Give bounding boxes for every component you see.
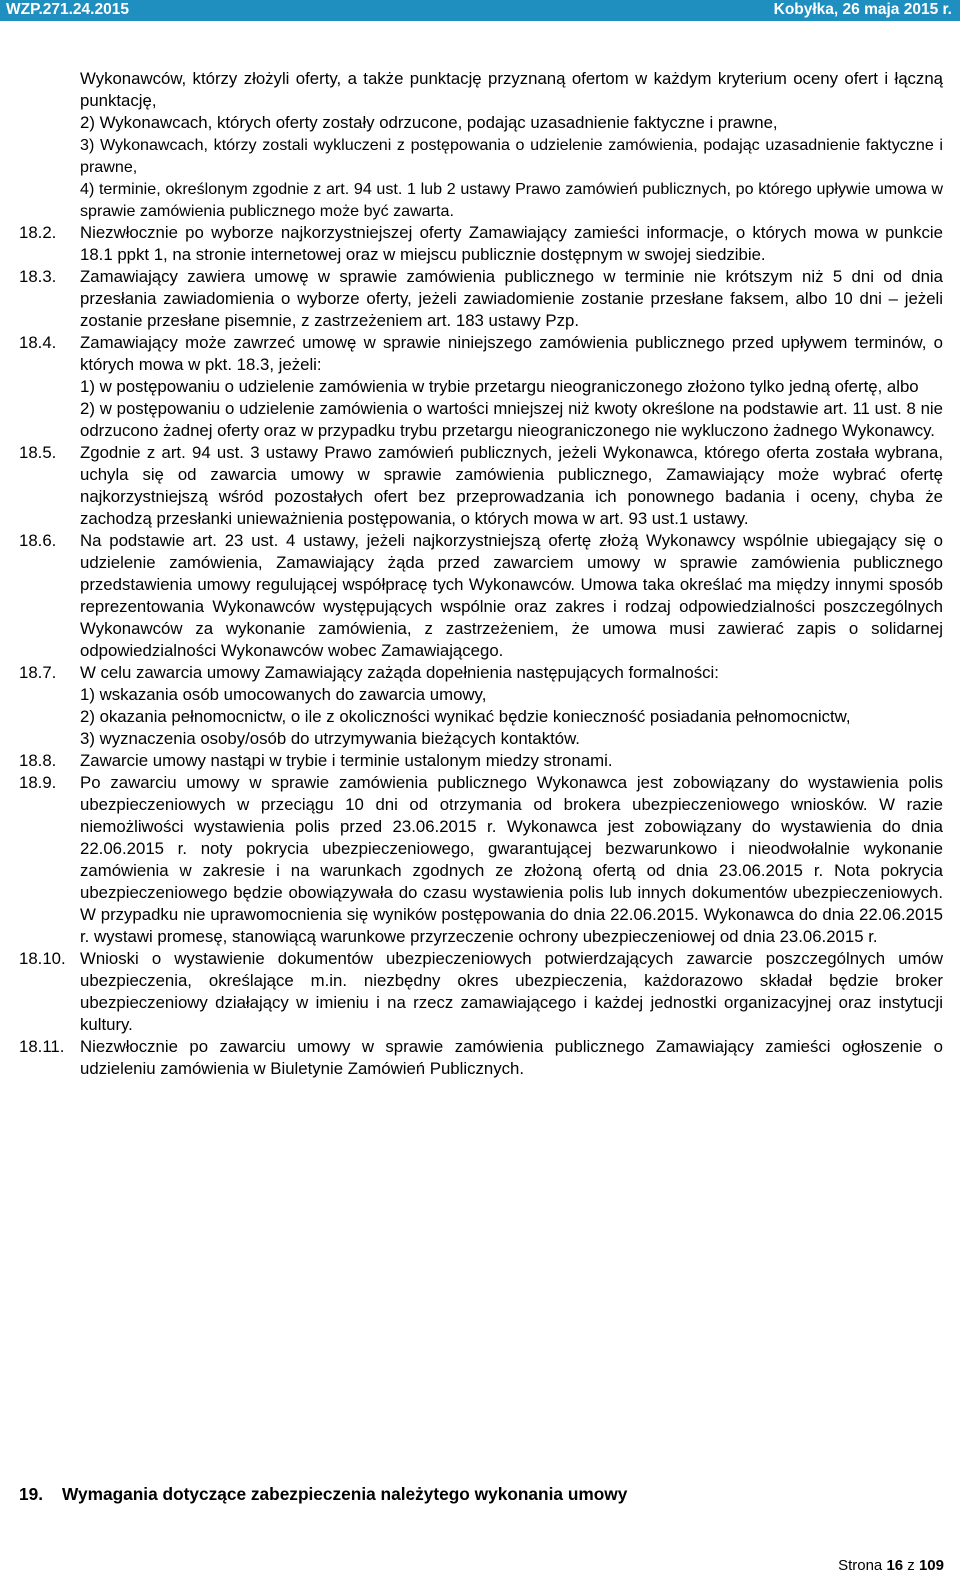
section-number: 19.	[19, 1484, 44, 1504]
item-body	[80, 222, 943, 266]
item-body	[80, 750, 943, 772]
item-number: 18.9.	[19, 773, 57, 792]
item-number: 18.7.	[19, 663, 57, 682]
item-paragraph: 2) w postępowaniu o udzielenie zamówienia o wartości mniejszej niż kwoty określone na podstawie art. 11 ust. 8 nie odrzucono żadnej oferty oraz w przypadku trybu przetargu nieograniczonego nie wykluczono żadnego Wykonawcy.	[80, 399, 943, 440]
item-body	[80, 530, 943, 662]
item-paragraph: 1) wskazania osób umocowanych do zawarcia umowy,	[80, 685, 487, 704]
item-body	[80, 662, 943, 750]
item-number: 18.2.	[19, 223, 57, 242]
list-item	[19, 266, 943, 332]
item-number: 18.6.	[19, 531, 57, 550]
list-item	[19, 332, 943, 442]
page-header	[0, 0, 960, 21]
item-body	[80, 772, 943, 948]
item-number: 18.4.	[19, 333, 57, 352]
list-item	[19, 772, 943, 948]
lead-paragraph-1: Wykonawców, którzy złożyli oferty, a także punktację przyznaną ofertom w każdym kryterium oceny ofert i łączną punktację,	[80, 69, 943, 110]
list-item	[19, 530, 943, 662]
item-number: 18.3.	[19, 267, 57, 286]
item-number: 18.5.	[19, 443, 57, 462]
item-paragraph: Niezwłocznie po wyborze najkorzystniejszej oferty Zamawiający zamieści informacje, o których mowa w punkcie 18.1 ppkt 1, na stronie internetowej oraz w miejscu publicznie dostępnym w swojej siedzibie.	[80, 223, 943, 264]
list-item	[19, 222, 943, 266]
document-body	[19, 68, 943, 1080]
item-paragraph: Zawarcie umowy nastąpi w trybie i terminie ustalonym miedzy stronami.	[80, 751, 613, 770]
item-paragraph: W celu zawarcia umowy Zamawiający zażąda dopełnienia następujących formalności:	[80, 663, 719, 682]
footer-separator: z	[907, 1557, 915, 1574]
numbered-items	[19, 222, 943, 1080]
document-reference: WZP.271.24.2015	[6, 1, 129, 18]
item-number: 18.10.	[19, 949, 66, 968]
item-number: 18.11.	[19, 1037, 65, 1056]
place-date: Kobyłka, 26 maja 2015 r.	[773, 1, 952, 18]
item-body	[80, 442, 943, 530]
footer-total-pages: 109	[918, 1557, 944, 1574]
section-title: Wymagania dotyczące zabezpieczenia należytego wykonania umowy	[62, 1484, 628, 1504]
item-paragraph: Zgodnie z art. 94 ust. 3 ustawy Prawo zamówień publicznych, jeżeli Wykonawca, którego oferta została wybrana, uchyla się od zawarcia umowy w sprawie zamówienia publicznego, Zamawiający może wybrać ofertę najkorzystniejszą wśród pozostałych ofert bez przeprowadzania ich ponownego badania i oceny, chyba że zachodzą przesłanki unieważnienia postępowania, o których mowa w art. 93 ust.1 ustawy.	[80, 443, 943, 528]
lead-paragraph-3: 3) Wykonawcach, którzy zostali wykluczeni z postępowania o udzielenie zamówienia, podając uzasadnienie faktyczne i prawne,	[80, 136, 943, 176]
item-paragraph: Zamawiający zawiera umowę w sprawie zamówienia publicznego w terminie nie krótszym niż 5 dni od dnia przesłania zawiadomienia o wyborze oferty, jeżeli zawiadomienie zostanie przesłane faksem, albo 10 dni – jeżeli zostanie przesłane pisemnie, z zastrzeżeniem art. 183 ustawy Pzp.	[80, 267, 943, 330]
lead-paragraph-2: 2) Wykonawcach, których oferty zostały odrzucone, podając uzasadnienie faktyczne i prawne,	[80, 113, 778, 132]
item-body	[80, 948, 943, 1036]
lead-paragraph-4: 4) terminie, określonym zgodnie z art. 94 ust. 1 lub 2 ustawy Prawo zamówień publicznych, po którego upływie umowa w sprawie zamówienia publicznego może być zawarta.	[80, 180, 943, 220]
item-paragraph: 2) okazania pełnomocnictw, o ile z okoliczności wynikać będzie konieczność posiadania pełnomocnictw,	[80, 707, 851, 726]
item-number: 18.8.	[19, 751, 57, 770]
item-paragraph: Po zawarciu umowy w sprawie zamówienia publicznego Wykonawca jest zobowiązany do wystawienia polis ubezpieczeniowych w przeciągu 10 dni od otrzymania od brokera ubezpieczeniowego wniosków. W razie niemożliwości wystawienia polis przed 23.06.2015 r. Wykonawca jest zobowiązany do wystawienia do dnia 22.06.2015 r. noty pokrycia ubezpieczeniowego, gwarantującej bezwarunkowo i nieodwołalnie wykonanie zamówienia w zakresie i na warunkach zgodnych ze złożoną ofertą od dnia 23.06.2015 r. Nota pokrycia ubezpieczeniowego będzie obowiązywała do czasu wystawienia polis lub innych dokumentów ubezpieczeniowych. W przypadku nie uprawomocnienia się wyników postępowania do dnia 22.06.2015. Wykonawca do dnia 22.06.2015 r. wystawi promesę, stanowiącą warunkowe przyrzeczenie ochrony ubezpieczeniowej od dnia 23.06.2015 r.	[80, 773, 943, 946]
item-paragraph: 1) w postępowaniu o udzielenie zamówienia w trybie przetargu nieograniczonego złożono tylko jedną ofertę, albo	[80, 377, 919, 396]
item-paragraph: Zamawiający może zawrzeć umowę w sprawie niniejszego zamówienia publicznego przed upływem terminów, o których mowa w pkt. 18.3, jeżeli:	[80, 333, 943, 374]
section-heading	[19, 1484, 627, 1505]
footer-page-number: 16	[886, 1557, 904, 1574]
list-item	[19, 662, 943, 750]
item-body	[80, 1036, 943, 1080]
item-paragraph: 3) wyznaczenia osoby/osób do utrzymywania bieżących kontaktów.	[80, 729, 580, 748]
item-paragraph: Wnioski o wystawienie dokumentów ubezpieczeniowych potwierdzających zawarcie poszczególnych umów ubezpieczenia, określające m.in. niezbędny okres ubezpieczenia, każdorazowo składał będzie broker ubezpieczeniowy działający w imieniu i na rzecz zamawiającego i każdej jednostki organizacyjnej oraz instytucji kultury.	[80, 949, 943, 1034]
list-item	[19, 1036, 943, 1080]
item-body	[80, 266, 943, 332]
item-body	[80, 332, 943, 442]
item-paragraph: Niezwłocznie po zawarciu umowy w sprawie zamówienia publicznego Zamawiający zamieści ogłoszenie o udzieleniu zamówienia w Biuletynie Zamówień Publicznych.	[80, 1037, 943, 1078]
item-paragraph: Na podstawie art. 23 ust. 4 ustawy, jeżeli najkorzystniejszą ofertę złożą Wykonawcy wspólnie ubiegający się o udzielenie zamówienia, Zamawiający żąda przed zawarciem umowy w sprawie zamówienia publicznego przedstawienia umowy regulującej współpracę tych Wykonawców. Umowa taka określać ma między innymi sposób reprezentowania Wykonawców występujących wspólnie oraz zakres i rodzaj odpowiedzialności poszczególnych Wykonawców za wykonanie zamówienia, z zastrzeżeniem, że umowa musi zawierać zapis o solidarnej odpowiedzialności Wykonawców wobec Zamawiającego.	[80, 531, 943, 660]
footer-prefix: Strona	[838, 1557, 883, 1574]
list-item	[19, 948, 943, 1036]
list-item	[19, 750, 943, 772]
page-footer	[838, 1557, 944, 1574]
list-item	[19, 442, 943, 530]
